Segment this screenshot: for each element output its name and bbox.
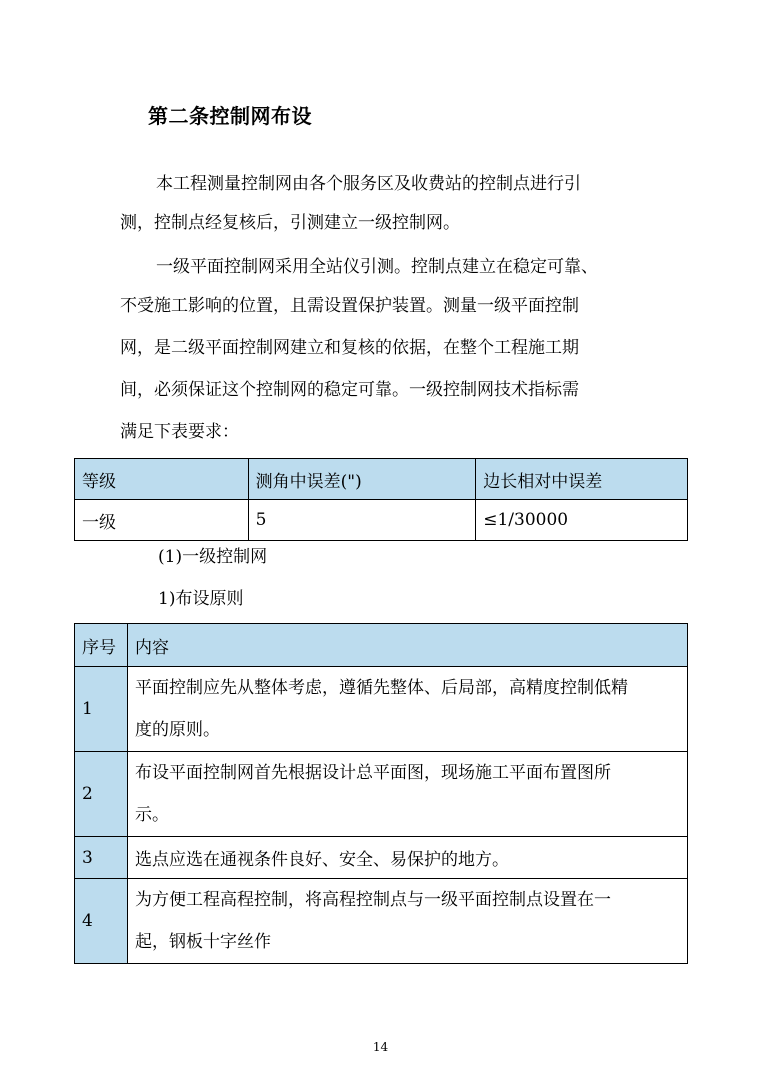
header-angle-error: 测角中误差(") [248, 459, 476, 500]
cell-grade: 一级 [75, 500, 249, 541]
paragraph-1-line-1: 本工程测量控制网由各个服务区及收费站的控制点进行引 [156, 174, 581, 194]
subheading-layout-principles: 1)布设原则 [158, 589, 244, 609]
header-side-error: 边长相对中误差 [476, 459, 688, 500]
row-number: 3 [75, 837, 128, 879]
row-number: 2 [75, 752, 128, 837]
table-row [75, 500, 688, 541]
cell-angle-error: 5 [248, 500, 476, 541]
table-header-row [75, 624, 688, 667]
row-content-line: 起，钢板十字丝作 [134, 932, 271, 952]
layout-principles-table [74, 623, 688, 964]
row-content-line: 为方便工程高程控制，将高程控制点与一级平面控制点设置在一 [134, 890, 611, 910]
subheading-control-network: (1)一级控制网 [158, 547, 268, 567]
table-row [75, 837, 688, 879]
row-content-line: 示。 [134, 805, 169, 825]
page-number: 14 [372, 1040, 389, 1054]
paragraph-2-line-5: 满足下表要求： [120, 422, 239, 442]
paragraph-2-line-2: 不受施工影响的位置，且需设置保护装置。测量一级平面控制 [120, 296, 579, 316]
row-content-line: 度的原则。 [134, 720, 220, 740]
row-content [127, 752, 687, 837]
row-content [127, 667, 687, 752]
header-seq: 序号 [75, 624, 128, 667]
table-row [75, 752, 688, 837]
row-number: 4 [75, 879, 128, 964]
row-content-line: 布设平面控制网首先根据设计总平面图，现场施工平面布置图所 [134, 763, 611, 783]
row-content [127, 879, 687, 964]
accuracy-spec-table [74, 458, 688, 541]
row-content-line: 平面控制应先从整体考虑，遵循先整体、后局部，高精度控制低精 [134, 678, 628, 698]
header-content: 内容 [127, 624, 687, 667]
section-heading: 第二条控制网布设 [148, 104, 312, 128]
row-number: 1 [75, 667, 128, 752]
table-row [75, 667, 688, 752]
paragraph-1-line-2: 测，控制点经复核后，引测建立一级控制网。 [120, 213, 460, 233]
paragraph-2-line-3: 网，是二级平面控制网建立和复核的依据，在整个工程施工期 [120, 338, 579, 358]
table-row [75, 879, 688, 964]
table-header-row [75, 459, 688, 500]
cell-side-error: ≤1/30000 [476, 500, 688, 541]
paragraph-2-line-1: 一级平面控制网采用全站仪引测。控制点建立在稳定可靠、 [156, 257, 598, 277]
row-content: 选点应选在通视条件良好、安全、易保护的地方。 [127, 837, 687, 879]
paragraph-2-line-4: 间，必须保证这个控制网的稳定可靠。一级控制网技术指标需 [120, 380, 579, 400]
header-grade: 等级 [75, 459, 249, 500]
